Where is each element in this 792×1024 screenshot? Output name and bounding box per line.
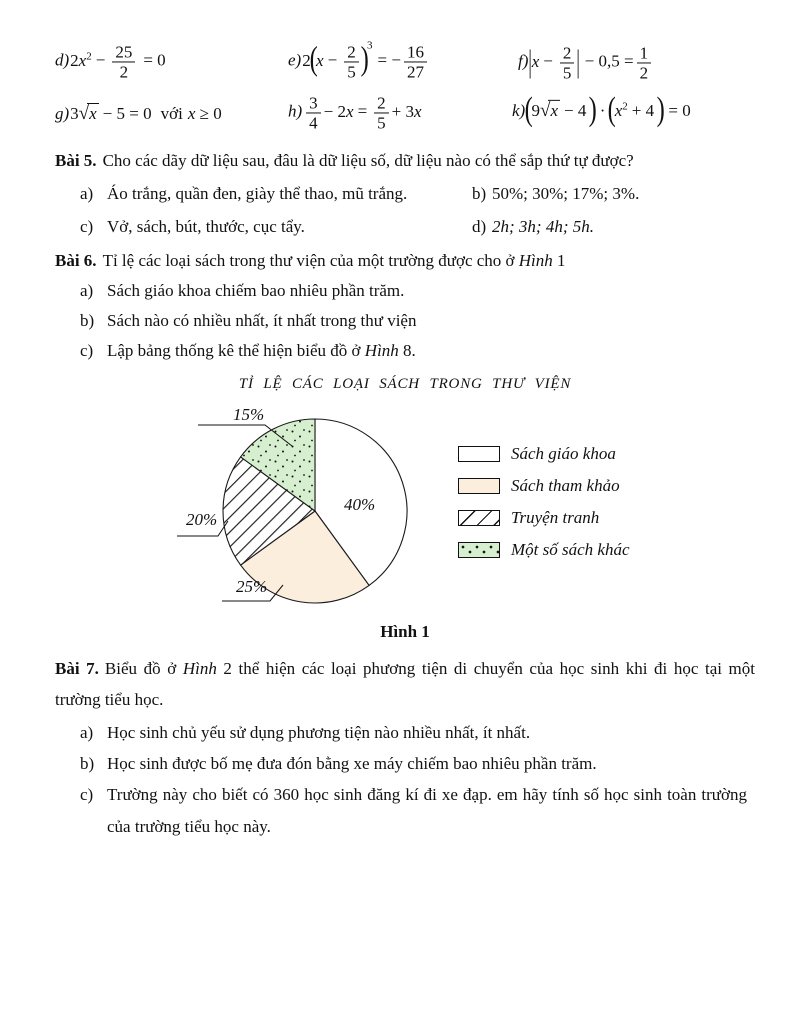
open-paren: ( (309, 40, 318, 78)
legend-label: Một số sách khác (511, 540, 630, 559)
coefficient: 2 (302, 50, 311, 70)
equation-middle: + 4 (631, 100, 655, 120)
fraction-numerator: 2 (377, 93, 386, 113)
list-item (80, 779, 755, 843)
list-item (80, 276, 755, 306)
close-paren: ) (588, 90, 598, 128)
exercise-7-heading (55, 653, 755, 715)
pie-slices (223, 419, 407, 603)
abs-bar: | (576, 43, 581, 79)
variable-x: x (346, 101, 354, 121)
equation-h (288, 93, 422, 132)
fraction-denominator: 2 (637, 63, 652, 83)
equations-section (55, 30, 755, 146)
fraction-numerator: 16 (406, 42, 424, 62)
chart-legend (458, 398, 630, 613)
equation-e-label: e) (288, 50, 302, 70)
fraction (306, 93, 321, 132)
close-paren: ) (656, 90, 665, 128)
chart-title: TỈ LỆ CÁC LOẠI SÁCH TRONG THƯ VIỆN (238, 376, 572, 392)
sqrt-icon: √ (540, 99, 551, 121)
exercise-7-title: Biểu đồ ở (104, 659, 183, 678)
sqrt-icon: √ (78, 103, 90, 124)
item-text (107, 779, 755, 843)
legend-swatch-white (458, 446, 500, 462)
dot-operator: · (599, 100, 606, 120)
item-marker: c) (80, 217, 94, 236)
coefficient: 3 (70, 104, 79, 123)
item-marker: c) (80, 341, 94, 360)
exercise-5-heading (55, 146, 755, 176)
legend-item (458, 509, 630, 527)
fraction (404, 42, 427, 81)
figure-reference: Hình (182, 659, 217, 678)
variable-x: x (531, 51, 540, 71)
exponent: 2 (86, 50, 92, 63)
equation-k (512, 90, 691, 128)
exercise-7-title-end: 2 thể hiện các loại phương tiện di chuyển của học sinh khi đi học tại một trường tiểu học. (55, 659, 755, 709)
equals-sign: = (357, 101, 368, 121)
list-item (472, 179, 755, 209)
radicand: x (89, 104, 97, 123)
fraction (374, 93, 389, 132)
item-text-post: 8. (398, 341, 416, 360)
item-text: Học sinh chủ yếu sử dụng phương tiện nào nhiều nhất, ít nhất. (107, 723, 531, 742)
pie-chart (170, 398, 450, 613)
fraction-numerator: 1 (639, 43, 649, 63)
item-text-pre: Trường này cho biết có (107, 785, 274, 804)
fraction-denominator: 4 (306, 113, 321, 133)
legend-swatch-hatch (458, 510, 500, 526)
exercise-6-heading (55, 246, 755, 276)
legend-label: Truyện tranh (511, 508, 600, 527)
exercise-7-items (80, 717, 755, 843)
variable-x: x (316, 50, 324, 70)
figure-caption: Hình 1 (380, 622, 430, 641)
item-marker: d) (472, 217, 487, 236)
minus-operator: − (327, 50, 338, 70)
equation-f-label: f) (518, 51, 529, 71)
fraction (112, 42, 135, 81)
equation-k-label: k) (512, 100, 526, 120)
variable-x: x (78, 50, 87, 70)
equation-f (518, 43, 654, 82)
list-item (80, 212, 472, 242)
item-marker: a) (80, 281, 94, 300)
item-marker: b) (80, 754, 95, 773)
equation-g (55, 103, 222, 125)
item-marker: b) (472, 184, 487, 203)
legend-label: Sách giáo khoa (511, 444, 616, 463)
item-marker: a) (80, 184, 94, 203)
slice-label-20: 20% (186, 510, 218, 529)
variable-x: x (414, 101, 422, 121)
list-item (80, 336, 755, 366)
exercise-5-items (80, 179, 755, 242)
exponent: 2 (622, 100, 628, 113)
legend-item (458, 541, 630, 559)
fraction-numerator: 2 (562, 43, 572, 63)
fraction (344, 42, 359, 81)
equation-middle: − 2 (323, 101, 347, 121)
fraction-denominator: 5 (560, 63, 575, 83)
equation-h-label: h) (288, 101, 303, 121)
equation-d-label: d) (55, 50, 70, 70)
abs-bar: | (528, 43, 533, 79)
fraction-denominator: 2 (112, 62, 135, 82)
minus-operator: − (95, 50, 106, 70)
list-item (80, 717, 755, 748)
item-text-pre: Lập bảng thống kê thể hiện biểu đồ ở (107, 341, 365, 360)
fraction-numerator: 2 (347, 42, 356, 62)
exercise-6-title-end: 1 (552, 251, 566, 270)
exercise-6-items (80, 276, 755, 366)
item-marker: b) (80, 311, 95, 330)
open-paren: ( (524, 90, 533, 128)
close-paren: ) (360, 40, 369, 78)
item-text-post: học sinh đăng kí đi xe đạp. em hãy tính số học sinh toàn trường của trường tiểu học này. (107, 785, 747, 836)
fraction (560, 43, 575, 82)
list-item (80, 179, 472, 209)
figure-reference: Hình (518, 251, 553, 270)
equation-middle: + 3 (391, 101, 414, 121)
exercise-5-number: Bài 5. (55, 151, 97, 170)
fraction-denominator: 27 (404, 62, 427, 82)
equals-sign: = − (377, 50, 401, 70)
condition: ≥ 0 (199, 104, 222, 123)
variable-x: x (614, 100, 623, 120)
equation-middle: − 4 (564, 100, 587, 120)
exercise-6-title: Tỉ lệ các loại sách trong thư viện của một trường được cho ở (102, 251, 519, 270)
minus-operator: − (543, 51, 553, 71)
slice-label-25: 25% (236, 577, 268, 596)
item-text: Áo trắng, quần đen, giày thể thao, mũ trắng. (107, 184, 408, 203)
item-text: Vở, sách, bút, thước, cục tẩy. (107, 217, 305, 236)
item-text: 50%; 30%; 17%; 3%. (492, 184, 640, 203)
fraction-numerator: 25 (115, 42, 133, 62)
item-text: Sách nào có nhiều nhất, ít nhất trong thư viện (107, 311, 417, 330)
item-marker: a) (80, 723, 94, 742)
item-text (107, 336, 755, 366)
list-item (80, 748, 755, 779)
item-text: 2h; 3h; 4h; 5h. (492, 217, 594, 236)
variable-x: x (187, 104, 196, 123)
legend-label: Sách tham khảo (511, 476, 620, 495)
equation-e (288, 39, 430, 82)
exponent: 3 (367, 39, 373, 52)
legend-item (458, 477, 630, 495)
item-text: Sách giáo khoa chiếm bao nhiêu phần trăm. (107, 281, 405, 300)
fraction (637, 43, 652, 82)
legend-item (458, 445, 630, 463)
item-marker: c) (80, 785, 94, 804)
equation-tail: = 0 (668, 100, 691, 120)
figure-reference: Hình (364, 341, 399, 360)
exercise-5-title: Cho các dãy dữ liệu sau, đâu là dữ liệu số, dữ liệu nào có thể sắp thứ tự được? (102, 151, 634, 170)
exercise-7-number: Bài 7. (55, 659, 99, 678)
legend-swatch-peach (458, 478, 500, 494)
slice-label-40: 40% (344, 495, 376, 514)
slice-label-15: 15% (233, 405, 265, 424)
equation-d (55, 42, 166, 81)
equation-tail: = 0 (143, 50, 166, 70)
equation-middle: − 0,5 = (584, 51, 634, 71)
coefficient: 9 (531, 100, 541, 120)
condition-word: với (160, 104, 183, 123)
equation-g-label: g) (55, 104, 70, 123)
radicand: x (550, 100, 559, 120)
fraction-numerator: 3 (309, 93, 318, 113)
student-count: 360 (273, 785, 300, 804)
coefficient: 2 (70, 50, 79, 70)
open-paren: ( (607, 90, 617, 128)
chart-area (170, 398, 755, 613)
fraction-denominator: 5 (374, 113, 389, 133)
exercise-6-number: Bài 6. (55, 251, 97, 270)
equation-tail: − 5 = 0 (102, 104, 152, 123)
fraction-denominator: 5 (344, 62, 359, 82)
item-text: Học sinh được bố mẹ đưa đón bằng xe máy chiếm bao nhiêu phần trăm. (107, 754, 597, 773)
list-item (80, 306, 755, 336)
legend-swatch-dots (458, 542, 500, 558)
list-item (472, 212, 755, 242)
